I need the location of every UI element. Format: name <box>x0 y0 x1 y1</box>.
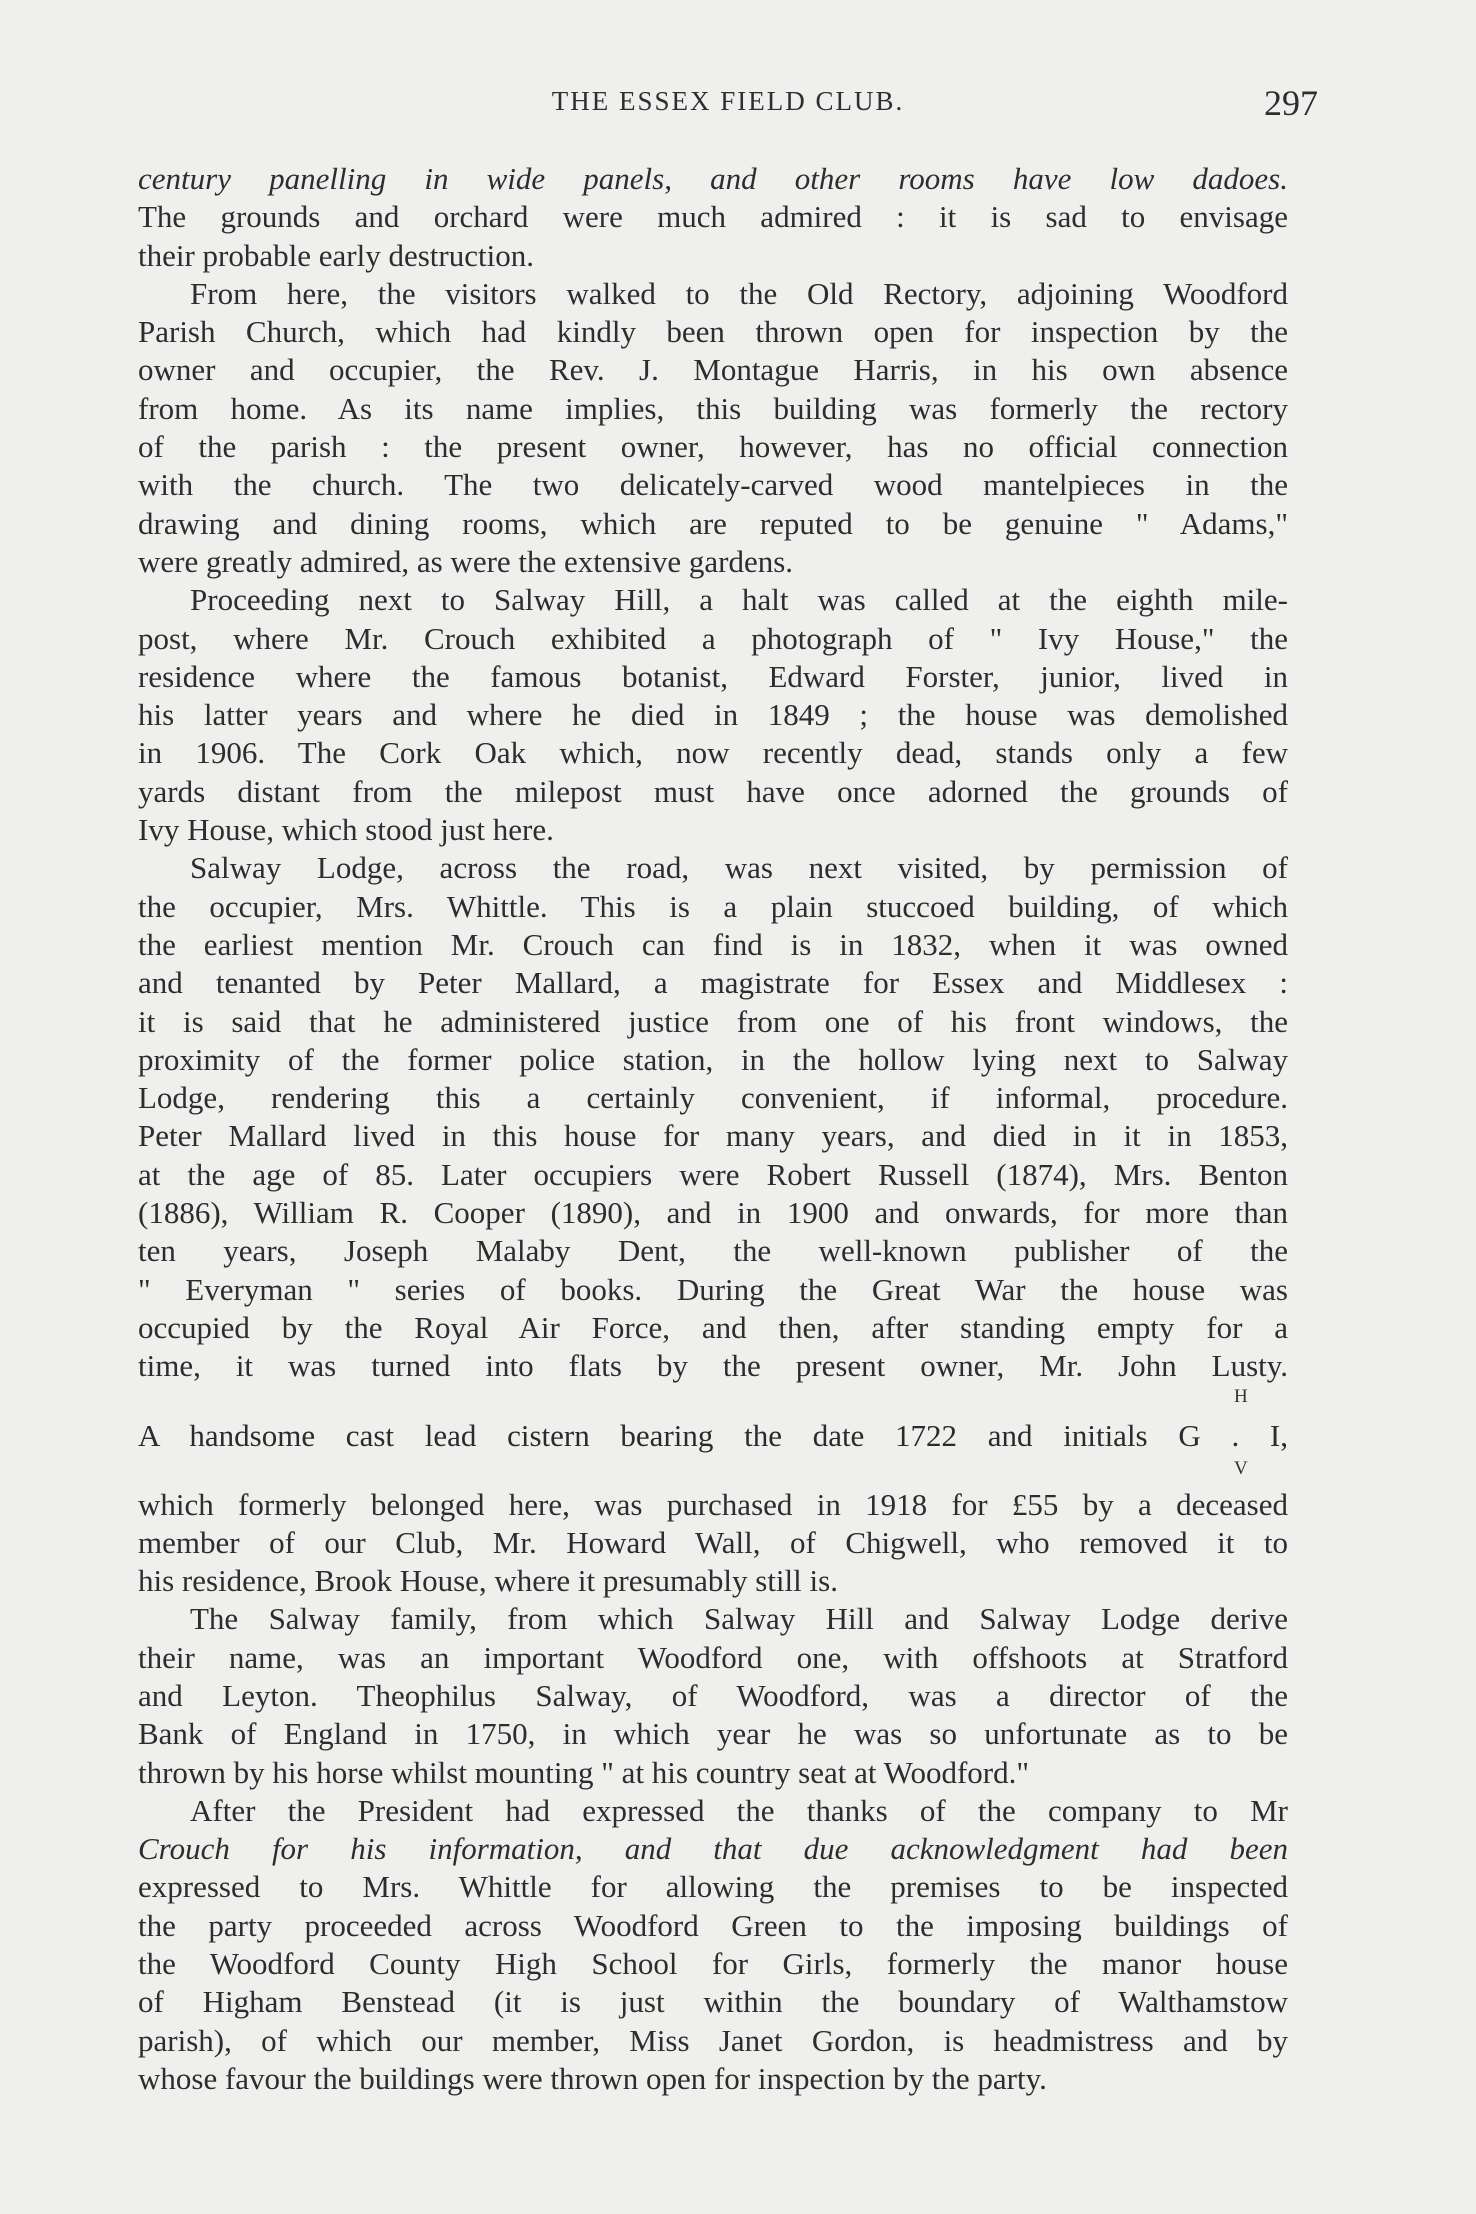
page-header <box>138 83 1318 134</box>
text-line: his latter years and where he died in 1849 ; the house was demolished <box>138 697 1288 733</box>
initials-top-letter: H <box>1234 1385 1249 1407</box>
text-line: which formerly belonged here, was purchased in 1918 for £55 by a deceased <box>138 1486 1288 1522</box>
text-line: proximity of the former police station, in the hollow lying next to Salway <box>138 1041 1288 1077</box>
text-line: at the age of 85. Later occupiers were Robert Russell (1874), Mrs. Benton <box>138 1156 1288 1192</box>
text-line: residence where the famous botanist, Edward Forster, junior, lived in <box>138 658 1288 694</box>
running-head: THE ESSEX FIELD CLUB. <box>551 86 905 116</box>
text-line: Ivy House, which stood just here. <box>138 812 554 848</box>
text-line: from home. As its name implies, this building was formerly the rectory <box>138 390 1288 426</box>
text-line: and Leyton. Theophilus Salway, of Woodford, was a director of the <box>138 1677 1288 1713</box>
text-line: thrown by his horse whilst mounting " at his country seat at Woodford." <box>138 1754 1030 1790</box>
text-line: of Higham Benstead (it is just within the boundary of Walthamstow <box>138 1984 1288 2020</box>
text-line: From here, the visitors walked to the Old Rectory, adjoining Woodford <box>190 275 1288 311</box>
text-line: his residence, Brook House, where it presumably still is. <box>138 1563 838 1599</box>
text-line: Parish Church, which had kindly been thrown open for inspection by the <box>138 314 1288 350</box>
text-line: (1886), William R. Cooper (1890), and in 1900 and onwards, for more than <box>138 1195 1288 1231</box>
text-line: owner and occupier, the Rev. J. Montague Harris, in his own absence <box>138 352 1288 388</box>
text-line: century panelling in wide panels, and other rooms have low dadoes. <box>138 161 1288 196</box>
text-line: the Woodford County High School for Girls, formerly the manor house <box>138 1946 1288 1982</box>
text-line: the party proceeded across Woodford Green to the imposing buildings of <box>138 1907 1288 1943</box>
text-line: their name, was an important Woodford one, with offshoots at Stratford <box>138 1639 1288 1675</box>
body-text <box>138 160 1288 2098</box>
text-line: Proceeding next to Salway Hill, a halt was called at the eighth mile- <box>190 582 1288 618</box>
text-line: Peter Mallard lived in this house for many years, and died in it in 1853, <box>138 1118 1288 1154</box>
text-line: whose favour the buildings were thrown open for inspection by the party. <box>138 2060 1047 2096</box>
text-line: were greatly admired, as were the extensive gardens. <box>138 543 794 579</box>
text-line: drawing and dining rooms, which are reputed to be genuine " Adams," <box>138 505 1288 541</box>
text-line: Lodge, rendering this a certainly convenient, if informal, procedure. <box>138 1080 1288 1116</box>
text-line: of the parish : the present owner, however, has no official connection <box>138 429 1288 465</box>
text-line: Salway Lodge, across the road, was next visited, by permission of <box>190 850 1288 886</box>
text-line: occupied by the Royal Air Force, and then, after standing empty for a <box>138 1309 1288 1345</box>
text-line: it is said that he administered justice from one of his front windows, the <box>138 1003 1288 1039</box>
text-line: expressed to Mrs. Whittle for allowing the premises to be inspected <box>138 1869 1288 1905</box>
text-line: in 1906. The Cork Oak which, now recently dead, stands only a few <box>138 735 1288 771</box>
text-line: post, where Mr. Crouch exhibited a photograph of " Ivy House," the <box>138 620 1288 656</box>
text-line: The grounds and orchard were much admired : it is sad to envisage <box>138 199 1288 235</box>
text-line: the occupier, Mrs. Whittle. This is a plain stuccoed building, of which <box>138 888 1288 924</box>
initials-bottom-letter: V <box>1234 1457 1249 1479</box>
text-line: their probable early destruction. <box>138 237 534 273</box>
text-line: ten years, Joseph Malaby Dent, the well-known publisher of the <box>138 1233 1288 1269</box>
text-line: with the church. The two delicately-carved wood mantelpieces in the <box>138 467 1288 503</box>
text-line: parish), of which our member, Miss Janet Gordon, is headmistress and by <box>138 2022 1288 2058</box>
cistern-initials-block <box>138 1386 1288 1486</box>
text-line: the earliest mention Mr. Crouch can find is in 1832, when it was owned <box>138 926 1288 962</box>
page-number: 297 <box>1264 83 1318 123</box>
text-line: A handsome cast lead cistern bearing the date 1722 and initials G . I, <box>138 1417 1288 1453</box>
text-line: Bank of England in 1750, in which year he was so unfortunate as to be <box>138 1716 1288 1752</box>
text-line: time, it was turned into flats by the present owner, Mr. John Lusty. <box>138 1348 1288 1384</box>
text-line: " Everyman " series of books. During the Great War the house was <box>138 1271 1288 1307</box>
text-line: yards distant from the milepost must have once adorned the grounds of <box>138 773 1288 809</box>
text-line: and tenanted by Peter Mallard, a magistrate for Essex and Middlesex : <box>138 965 1288 1001</box>
text-line: member of our Club, Mr. Howard Wall, of Chigwell, who removed it to <box>138 1524 1288 1560</box>
text-line: The Salway family, from which Salway Hill and Salway Lodge derive <box>190 1601 1288 1637</box>
text-line: Crouch for his information, and that due acknowledgment had been <box>138 1831 1288 1867</box>
text-line: After the President had expressed the thanks of the company to Mr <box>190 1792 1288 1828</box>
